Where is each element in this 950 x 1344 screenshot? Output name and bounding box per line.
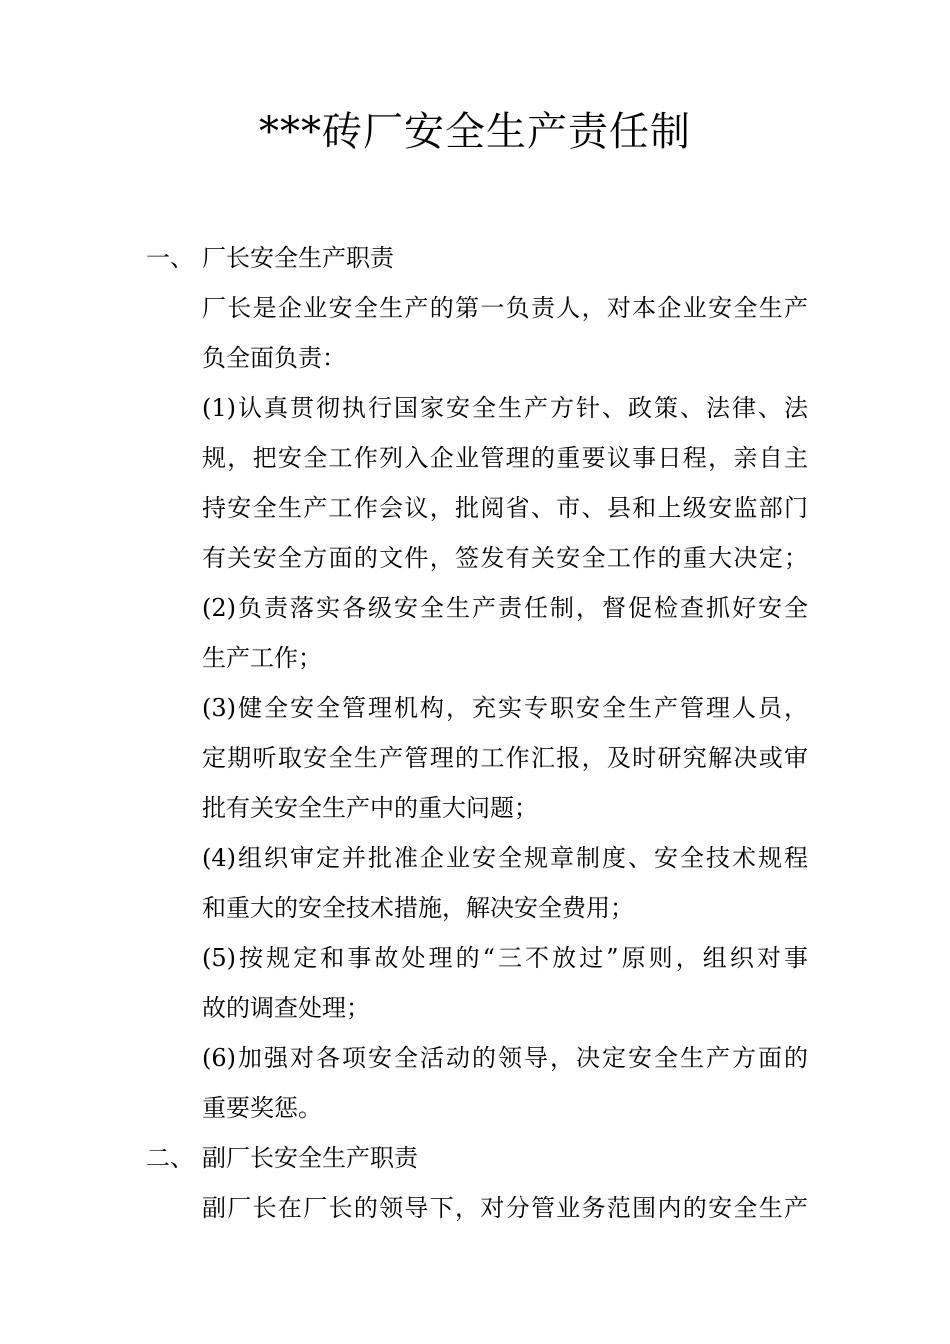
- paragraph-line: 副厂长在厂长的领导下，对分管业务范围内的安全生产: [202, 1194, 808, 1222]
- paragraph-line: (3)健全安全管理机构，充实专职安全生产管理人员，: [202, 694, 808, 722]
- document-body: [0, 233, 950, 1233]
- paragraph-line: 厂长是企业安全生产的第一负责人，对本企业安全生产: [202, 294, 808, 322]
- document-title: ***砖厂安全生产责任制: [259, 109, 691, 155]
- paragraph-line: (2)负责落实各级安全生产责任制，督促检查抓好安全: [202, 594, 808, 622]
- section-number: 一、: [146, 244, 194, 272]
- paragraph-line: 生产工作；: [202, 644, 322, 672]
- paragraph-line: 和重大的安全技术措施，解决安全费用；: [202, 894, 634, 922]
- paragraph-line: 负全面负责：: [202, 344, 346, 372]
- section-title: 厂长安全生产职责: [202, 244, 394, 272]
- paragraph-line: 持安全生产工作会议，批阅省、市、县和上级安监部门: [202, 494, 808, 522]
- section-heading: [0, 233, 950, 283]
- paragraph-line: (1)认真贯彻执行国家安全生产方针、政策、法律、法: [202, 394, 808, 422]
- section-title: 副厂长安全生产职责: [202, 1144, 418, 1172]
- paragraph-line: 重要奖惩。: [202, 1094, 322, 1122]
- paragraph-line: (4)组织审定并批准企业安全规章制度、安全技术规程: [202, 844, 808, 872]
- paragraph-line: 有关安全方面的文件，签发有关安全工作的重大决定；: [202, 544, 808, 572]
- paragraph-line: 故的调查处理；: [202, 994, 370, 1022]
- section-heading: [0, 1133, 950, 1183]
- paragraph-line: 批有关安全生产中的重大问题；: [202, 794, 538, 822]
- paragraph-line: 定期听取安全生产管理的工作汇报，及时研究解决或审: [202, 744, 808, 772]
- paragraph-line: (5)按规定和事故处理的“三不放过”原则，组织对事: [202, 944, 808, 972]
- paragraph-line: 规，把安全工作列入企业管理的重要议事日程，亲自主: [202, 444, 808, 472]
- paragraph-line: (6)加强对各项安全活动的领导，决定安全生产方面的: [202, 1044, 808, 1072]
- section-number: 二、: [146, 1144, 194, 1172]
